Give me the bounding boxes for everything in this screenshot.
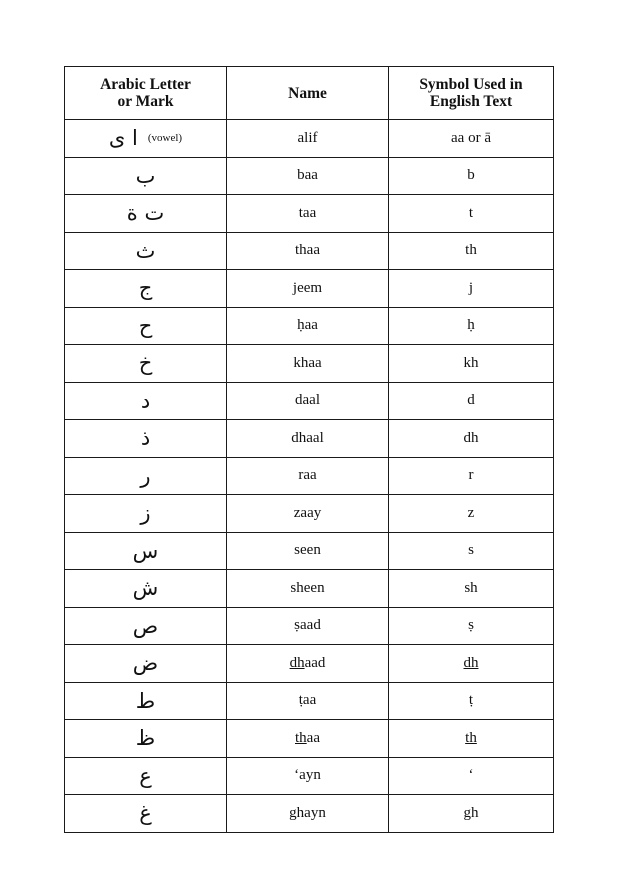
header-symbol: Symbol Used in English Text — [389, 67, 554, 120]
table-row — [65, 307, 554, 345]
symbol-cell: r — [389, 457, 554, 495]
name-underlined-part: th — [295, 729, 307, 746]
table-row — [65, 195, 554, 233]
arabic-letter: ح — [138, 313, 153, 338]
arabic-letter: ص — [132, 613, 159, 638]
name-cell: jeem — [227, 270, 389, 308]
table-row — [65, 645, 554, 683]
table-row — [65, 120, 554, 158]
arabic-letter-cell — [65, 532, 227, 570]
name-cell: sheen — [227, 570, 389, 608]
arabic-letter: ظ — [135, 726, 156, 751]
symbol-cell: d — [389, 382, 554, 420]
arabic-letter: غ — [139, 801, 152, 826]
arabic-letter-cell — [65, 157, 227, 195]
arabic-letter-cell — [65, 757, 227, 795]
name-cell: baa — [227, 157, 389, 195]
header-arabic-letter: Arabic Letter or Mark — [65, 67, 227, 120]
name-cell: thaa — [227, 232, 389, 270]
arabic-letter: ر — [140, 463, 151, 488]
arabic-letter-cell — [65, 495, 227, 533]
arabic-letter-cell — [65, 195, 227, 233]
arabic-letter: ض — [132, 651, 159, 676]
table-row — [65, 720, 554, 758]
arabic-letter: ط — [135, 688, 156, 713]
table-row — [65, 682, 554, 720]
name-cell: alif — [227, 120, 389, 158]
symbol-cell: aa or ā — [389, 120, 554, 158]
symbol-cell: ṣ — [389, 607, 554, 645]
symbol-underlined: th — [465, 729, 477, 746]
arabic-letter-cell — [65, 682, 227, 720]
arabic-letter-cell — [65, 120, 227, 158]
arabic-letter-cell — [65, 345, 227, 383]
symbol-cell — [389, 720, 554, 758]
vowel-note: (vowel) — [147, 132, 183, 145]
name-cell: ṣaad — [227, 607, 389, 645]
name-rest: aa — [306, 729, 320, 746]
table-row — [65, 345, 554, 383]
name-cell — [227, 720, 389, 758]
name-cell: taa — [227, 195, 389, 233]
arabic-letter: ب — [135, 163, 156, 188]
symbol-cell: sh — [389, 570, 554, 608]
symbol-cell: j — [389, 270, 554, 308]
name-cell: daal — [227, 382, 389, 420]
symbol-cell: b — [389, 157, 554, 195]
arabic-letter-cell — [65, 720, 227, 758]
name-cell: dhaal — [227, 420, 389, 458]
arabic-letter: ث — [135, 238, 156, 263]
arabic-letter-cell — [65, 607, 227, 645]
symbol-cell: kh — [389, 345, 554, 383]
arabic-letter: ع — [139, 763, 152, 788]
arabic-letter: ت ة — [126, 201, 165, 226]
name-cell: khaa — [227, 345, 389, 383]
table-header-row — [65, 67, 554, 120]
table-row — [65, 607, 554, 645]
name-cell: zaay — [227, 495, 389, 533]
name-cell: ghayn — [227, 795, 389, 833]
arabic-letter: د — [140, 388, 151, 413]
symbol-cell: gh — [389, 795, 554, 833]
table-row — [65, 382, 554, 420]
table-row — [65, 757, 554, 795]
table-row — [65, 570, 554, 608]
arabic-letter-cell — [65, 382, 227, 420]
header-name: Name — [227, 67, 389, 120]
arabic-letter-cell — [65, 232, 227, 270]
name-cell: raa — [227, 457, 389, 495]
table-row — [65, 457, 554, 495]
name-cell: ḥaa — [227, 307, 389, 345]
arabic-letter-cell — [65, 795, 227, 833]
symbol-cell: s — [389, 532, 554, 570]
arabic-letter: ز — [140, 501, 151, 526]
symbol-cell: ḥ — [389, 307, 554, 345]
name-underlined-part: dh — [289, 654, 305, 671]
arabic-letter: ش — [132, 576, 159, 601]
arabic-letter-cell — [65, 270, 227, 308]
table-row — [65, 157, 554, 195]
arabic-letter-cell — [65, 307, 227, 345]
symbol-cell: ṭ — [389, 682, 554, 720]
symbol-cell: th — [389, 232, 554, 270]
symbol-cell: dh — [389, 420, 554, 458]
symbol-cell: z — [389, 495, 554, 533]
name-cell: seen — [227, 532, 389, 570]
table-row — [65, 270, 554, 308]
transliteration-table — [64, 66, 554, 833]
arabic-letter-cell — [65, 420, 227, 458]
arabic-letter-cell — [65, 457, 227, 495]
symbol-cell: t — [389, 195, 554, 233]
arabic-letter: س — [132, 538, 159, 563]
table-row — [65, 232, 554, 270]
table-row — [65, 495, 554, 533]
arabic-letter: ا ى — [108, 126, 138, 151]
arabic-letter: ج — [138, 276, 153, 301]
arabic-letter-cell — [65, 645, 227, 683]
arabic-letter-cell — [65, 570, 227, 608]
table-row — [65, 420, 554, 458]
name-cell: ṭaa — [227, 682, 389, 720]
symbol-cell — [389, 645, 554, 683]
name-cell — [227, 645, 389, 683]
symbol-cell: ‘ — [389, 757, 554, 795]
name-rest: aad — [304, 654, 326, 671]
table-row — [65, 532, 554, 570]
symbol-underlined: dh — [463, 654, 479, 671]
table-row — [65, 795, 554, 833]
arabic-letter: خ — [138, 351, 153, 376]
name-cell: ‘ayn — [227, 757, 389, 795]
arabic-letter: ذ — [140, 426, 151, 451]
